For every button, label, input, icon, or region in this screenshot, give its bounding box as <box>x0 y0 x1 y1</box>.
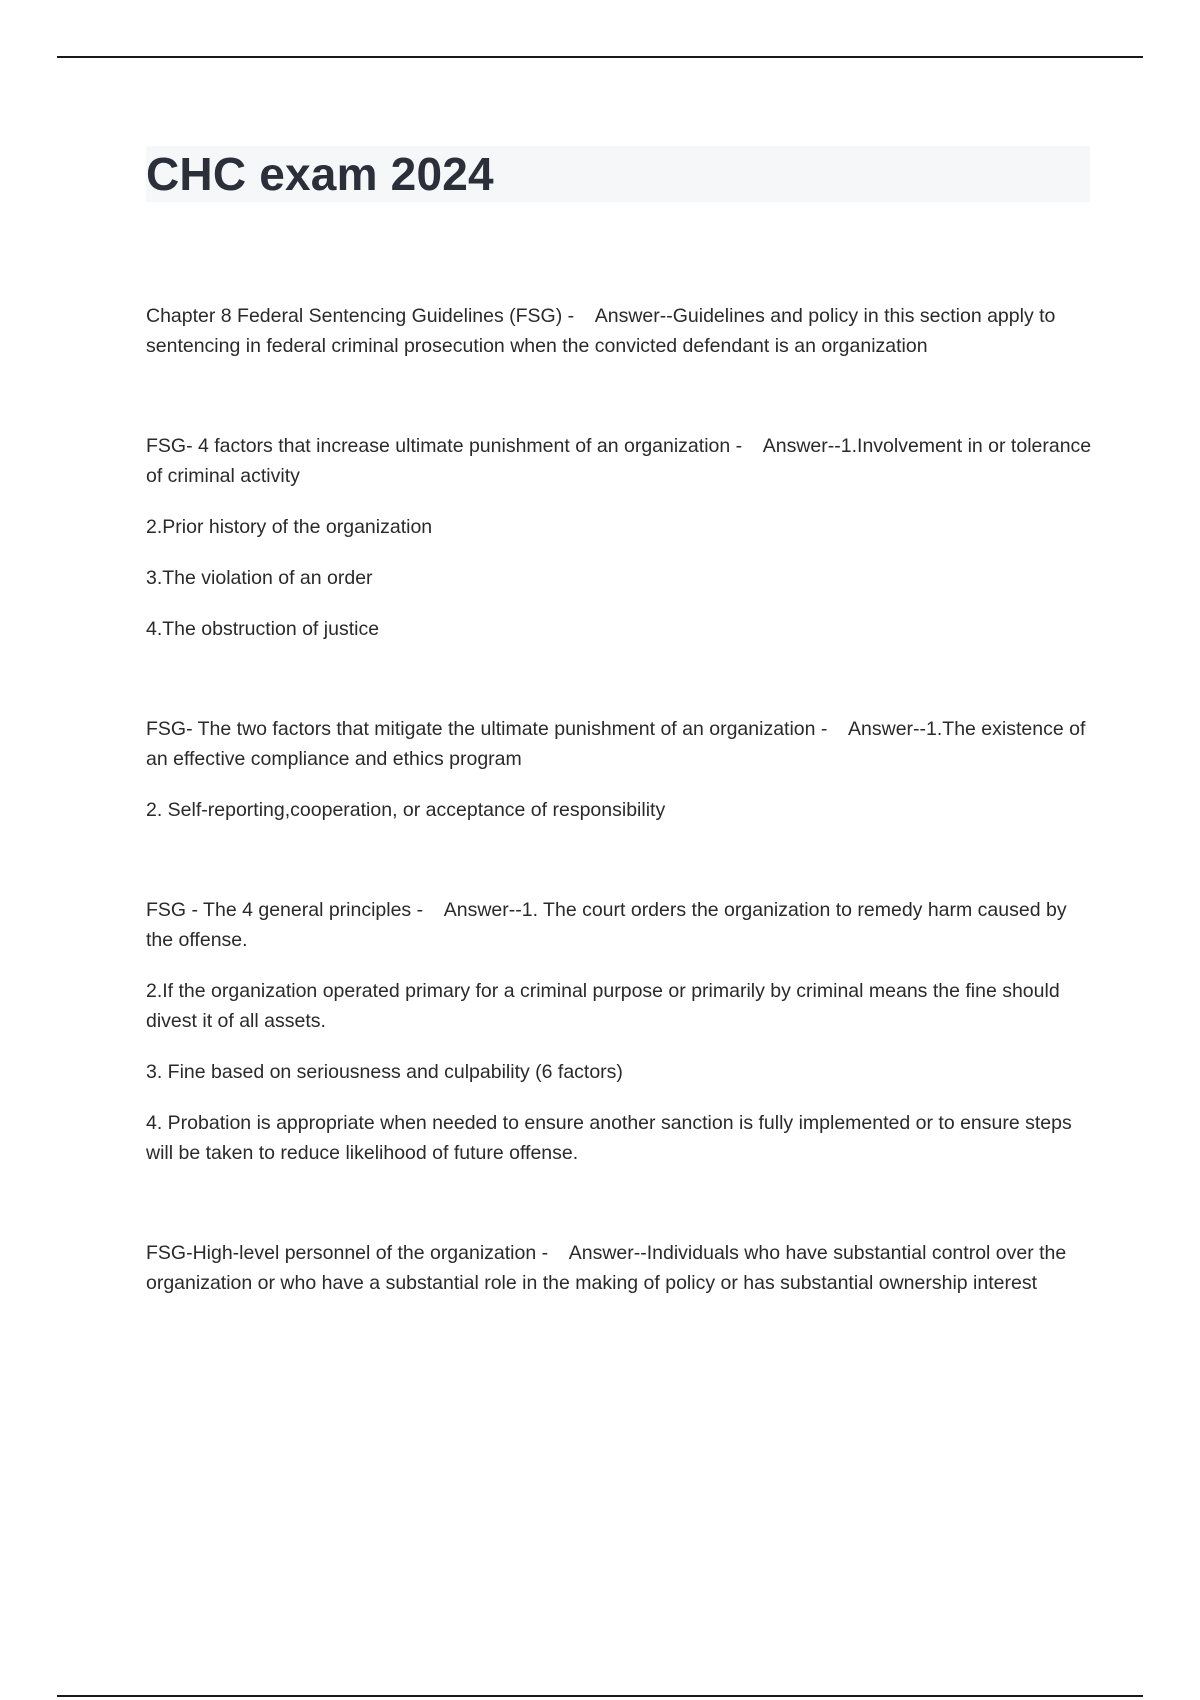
flashcard-1-question: Chapter 8 Federal Sentencing Guidelines (FSG) - <box>146 305 575 327</box>
flashcard-2-answer: Answer--1.Involvement in or tolerance of criminal activity <box>146 435 1092 487</box>
document-title: CHC exam 2024 <box>146 148 494 200</box>
flashcard-4-first-line <box>146 895 1096 955</box>
bottom-divider <box>57 1695 1143 1697</box>
flashcard-1-answer: Answer--Guidelines and policy in this section apply to sentencing in federal criminal prosecution when the convicted defendant is an organization <box>146 305 1056 357</box>
flashcard-5 <box>146 1238 1096 1298</box>
flashcard-4-answer: Answer--1. The court orders the organization to remedy harm caused by the offense. <box>146 899 1067 951</box>
flashcard-4-answer-line: 2.If the organization operated primary for a criminal purpose or primarily by criminal means the fine should divest it of all assets. <box>146 980 1060 1032</box>
flashcard-2-answer-line: 3.The violation of an order <box>146 567 373 589</box>
flashcard-1 <box>146 301 1096 361</box>
flashcard-1-first-line <box>146 301 1096 361</box>
flashcard-4 <box>146 895 1096 1168</box>
flashcard-4-question: FSG - The 4 general principles - <box>146 899 424 921</box>
flashcard-5-first-line <box>146 1238 1096 1298</box>
flashcard-list <box>146 301 1096 1368</box>
flashcard-5-question: FSG-High-level personnel of the organization - <box>146 1242 549 1264</box>
flashcard-5-answer: Answer--Individuals who have substantial control over the organization or who have a substantial role in the making of policy or has substantial ownership interest <box>146 1242 1067 1294</box>
flashcard-3 <box>146 714 1096 825</box>
flashcard-4-answer-line: 4. Probation is appropriate when needed to ensure another sanction is fully implemented or to ensure steps will be taken to reduce likelihood of future offense. <box>146 1112 1072 1164</box>
flashcard-2-question: FSG- 4 factors that increase ultimate punishment of an organization - <box>146 435 743 457</box>
flashcard-2-answer-line: 2.Prior history of the organization <box>146 516 433 538</box>
flashcard-3-first-line <box>146 714 1096 774</box>
flashcard-3-answer: Answer--1.The existence of an effective compliance and ethics program <box>146 718 1086 770</box>
flashcard-3-question: FSG- The two factors that mitigate the ultimate punishment of an organization - <box>146 718 828 740</box>
flashcard-2 <box>146 431 1096 644</box>
top-divider <box>57 56 1143 58</box>
flashcard-2-first-line <box>146 431 1096 491</box>
flashcard-3-answer-line: 2. Self-reporting,cooperation, or acceptance of responsibility <box>146 799 666 821</box>
flashcard-4-answer-line: 3. Fine based on seriousness and culpability (6 factors) <box>146 1061 623 1083</box>
flashcard-2-answer-line: 4.The obstruction of justice <box>146 618 380 640</box>
